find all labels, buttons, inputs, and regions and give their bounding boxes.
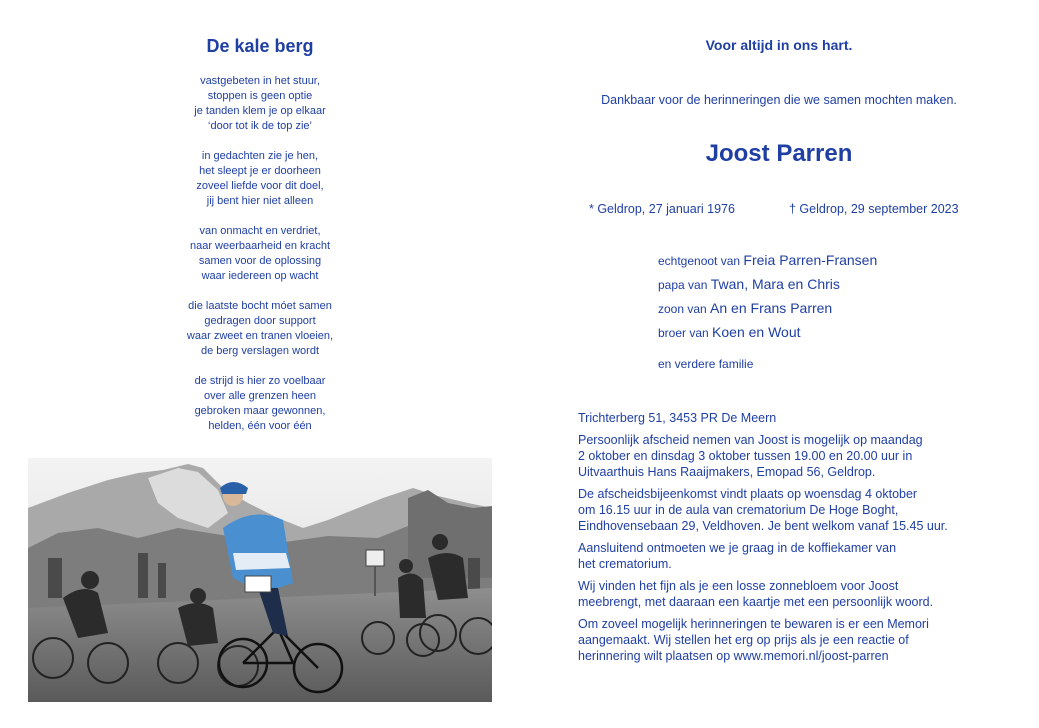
- memori-paragraph: [578, 616, 998, 664]
- poem: [28, 74, 492, 449]
- poem-line: naar weerbaarheid en kracht: [189, 240, 331, 252]
- poem-stanza: [28, 299, 492, 359]
- death-date: † Geldrop, 29 september 2023: [789, 202, 959, 216]
- text-line: Aansluitend ontmoeten we je graag in de koffiekamer van: [578, 541, 897, 555]
- poem-title: De kale berg: [206, 36, 314, 56]
- relation-person: Twan, Mara en Chris: [710, 276, 840, 292]
- poem-line: samen voor de oplossing: [198, 255, 322, 267]
- relation-line: [658, 252, 978, 276]
- poem-line: van onmacht en verdriet,: [199, 225, 321, 237]
- relation-person: Freia Parren-Fransen: [743, 252, 878, 268]
- text-line: Eindhovensebaan 29, Veldhoven. Je bent welkom vanaf 15.45 uur.: [578, 519, 948, 533]
- sunflower-paragraph: [578, 578, 998, 610]
- poem-stanza: [28, 374, 492, 434]
- relation-role: echtgenoot van: [658, 254, 741, 268]
- text-line: aangemaakt. Wij stellen het erg op prijs als je een reactie of: [578, 633, 909, 647]
- poem-line: gedragen door support: [204, 315, 316, 327]
- poem-line: ‘door tot ik de top zie’: [208, 120, 312, 132]
- text-line: Wij vinden het fijn als je een losse zonnebloem voor Joost: [578, 579, 899, 593]
- text-line: Trichterberg 51, 3453 PR De Meern: [578, 411, 777, 425]
- poem-line: helden, één voor één: [208, 420, 312, 432]
- reception-paragraph: [578, 540, 998, 572]
- extended-family: en verdere familie: [658, 357, 754, 371]
- cyclists-photo: [28, 458, 492, 702]
- text-line: Om zoveel mogelijk herinneringen te bewaren is er een Memori: [578, 617, 929, 631]
- poem-line: zoveel liefde voor dit doel,: [196, 180, 324, 192]
- relation-line: [658, 276, 978, 300]
- poem-line: over alle grenzen heen: [204, 390, 316, 402]
- text-line: meebrengt, met daaraan een kaartje met een persoonlijk woord.: [578, 595, 934, 609]
- right-panel: [578, 0, 998, 728]
- text-line: het crematorium.: [578, 557, 672, 571]
- text-line: 2 oktober en dinsdag 3 oktober tussen 19.00 en 20.00 uur in: [578, 449, 913, 463]
- poem-line: die laatste bocht móet samen: [188, 300, 332, 312]
- poem-line: jij bent hier niet alleen: [206, 195, 314, 207]
- poem-stanza: [28, 74, 492, 134]
- ceremony-paragraph: [578, 486, 998, 534]
- relation-person: Koen en Wout: [712, 324, 801, 340]
- text-line: Persoonlijk afscheid nemen van Joost is mogelijk op maandag: [578, 433, 923, 447]
- poem-stanza: [28, 149, 492, 209]
- relation-role: zoon van: [658, 302, 707, 316]
- poem-line: waar iedereen op wacht: [201, 270, 319, 282]
- left-panel: [28, 0, 492, 728]
- relation-line: [658, 300, 978, 324]
- poem-line: het sleept je er doorheen: [199, 165, 321, 177]
- text-line: Uitvaarthuis Hans Raaijmakers, Emopad 56, Geldrop.: [578, 465, 876, 479]
- relation-role: papa van: [658, 278, 708, 292]
- relation-person: An en Frans Parren: [710, 300, 833, 316]
- details-text: [578, 410, 998, 670]
- text-line: De afscheidsbijeenkomst vindt plaats op woensdag 4 oktober: [578, 487, 918, 501]
- poem-line: vastgebeten in het stuur,: [200, 75, 320, 87]
- deceased-name: Joost Parren: [705, 140, 853, 167]
- relations-list: [658, 252, 978, 348]
- text-line: herinnering wilt plaatsen op www.memori.nl/joost-parren: [578, 649, 889, 663]
- text-line: om 16.15 uur in de aula van crematorium De Hoge Boght,: [578, 503, 899, 517]
- motto: Voor altijd in ons hart.: [705, 37, 853, 53]
- poem-line: in gedachten zie je hen,: [201, 150, 319, 162]
- relation-line: [658, 324, 978, 348]
- poem-stanza: [28, 224, 492, 284]
- poem-line: waar zweet en tranen vloeien,: [186, 330, 334, 342]
- relation-role: broer van: [658, 326, 709, 340]
- poem-line: gebroken maar gewonnen,: [194, 405, 326, 417]
- address-paragraph: [578, 410, 998, 426]
- poem-line: de berg verslagen wordt: [200, 345, 319, 357]
- poem-line: je tanden klem je op elkaar: [194, 105, 326, 117]
- birth-date: * Geldrop, 27 januari 1976: [589, 202, 735, 216]
- viewing-paragraph: [578, 432, 998, 480]
- poem-line: stoppen is geen optie: [207, 90, 313, 102]
- gratitude-line: Dankbaar voor de herinneringen die we samen mochten maken.: [601, 93, 957, 107]
- poem-line: de strijd is hier zo voelbaar: [194, 375, 326, 387]
